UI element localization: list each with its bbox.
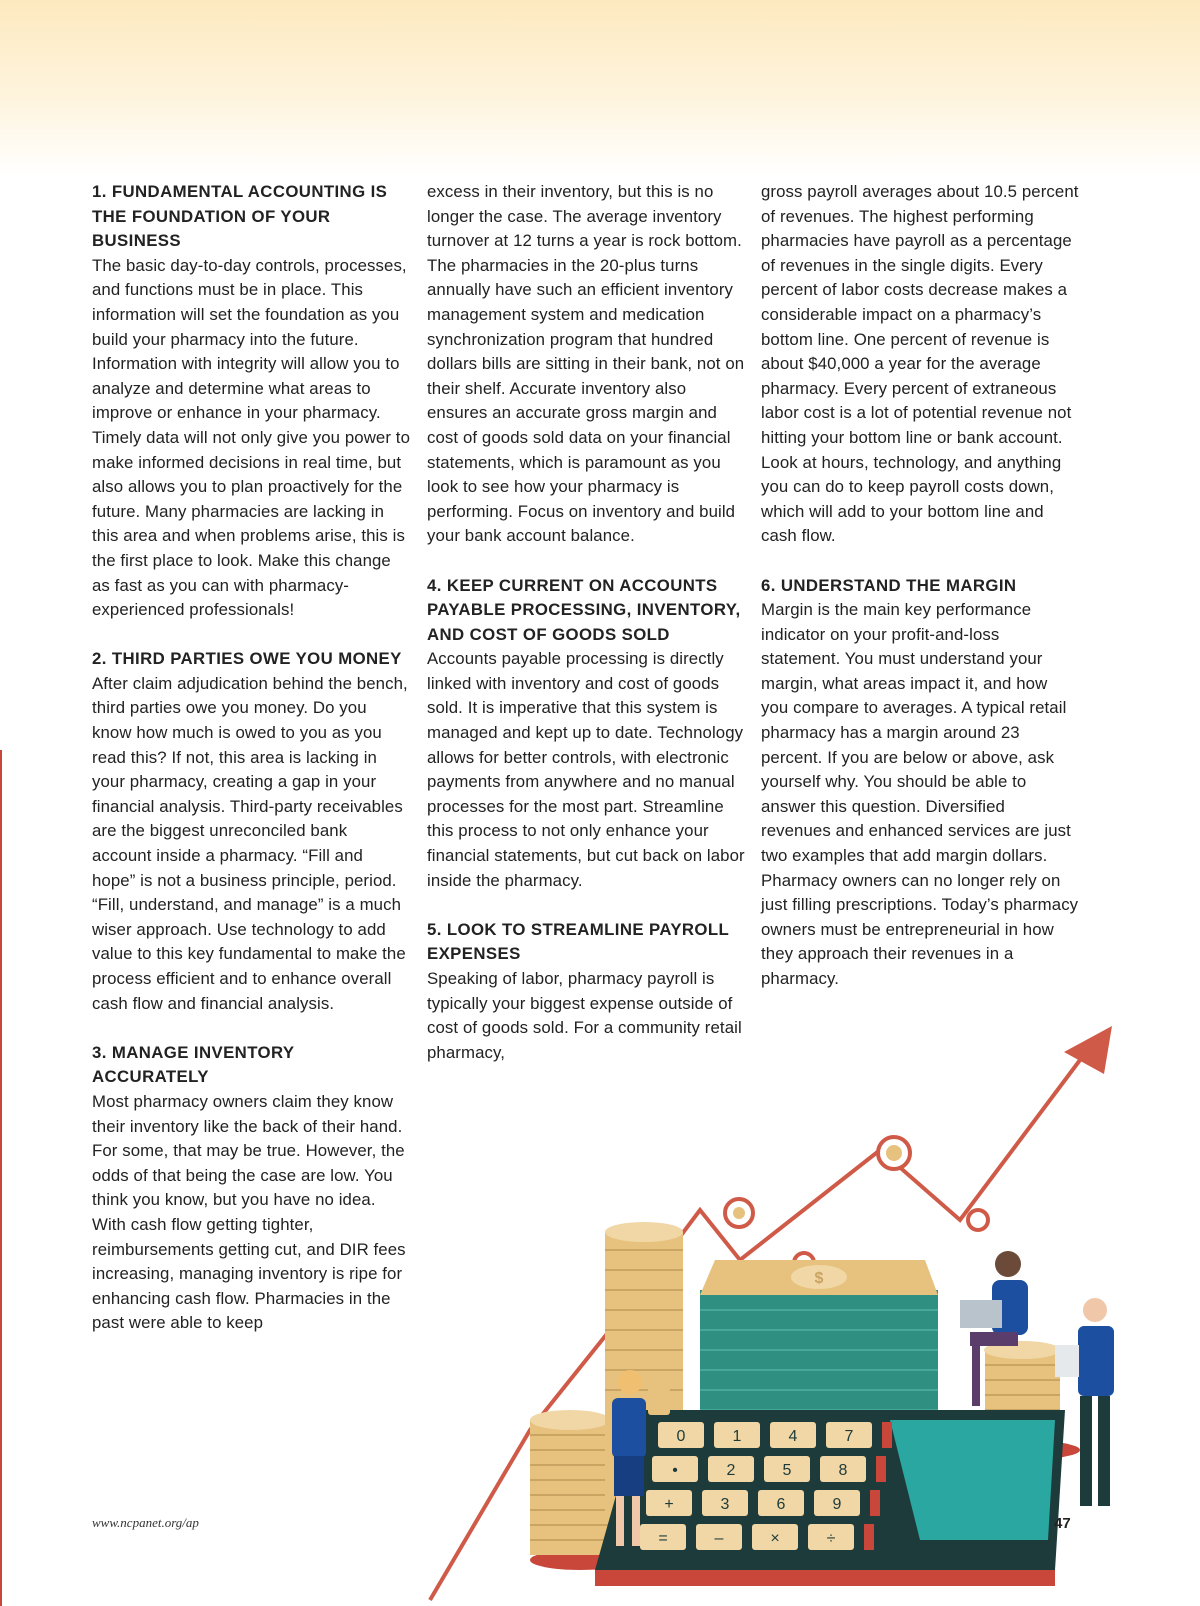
calculator-key-label: 3 <box>720 1496 730 1513</box>
section-5-body-continued: gross payroll averages about 10.5 percent of revenues. The highest performing pharmacies have payroll as a percentage of revenues in the single digits. Every percent of labor costs decrease makes a considerable impact on a pharmacy’s bottom line. One percent of revenue is about $40,000 a year for the average pharmacy. Every percent of extraneous labor cost is a lot of potential revenue not hitting your bottom line or bank account. Look at hours, technology, and anything you can do to keep payroll costs down, which will add to your bottom line and cash flow. <box>761 182 1079 546</box>
footer-url: www.ncpanet.org/ap <box>92 1515 199 1530</box>
calculator-key-label: 2 <box>726 1462 736 1479</box>
calculator-key-label: × <box>770 1530 780 1547</box>
left-edge-rule <box>0 750 2 1606</box>
calculator-accent-key <box>870 1490 880 1516</box>
section-3-heading: 3. MANAGE INVENTORY ACCURATELY <box>92 1042 295 1087</box>
column-2 <box>427 180 745 1065</box>
column-3 <box>761 180 1079 992</box>
section-4-body: Accounts payable processing is directly linked with inventory and cost of goods sold. It is imperative that this system is managed and kept up to date. Technology allows for better controls, with electronic payments from anywhere and no manual processes for the most part. Streamline this process to not only enhance your financial statements, but cut back on labor inside the pharmacy. <box>427 649 745 890</box>
calculator-icon <box>595 1410 1065 1586</box>
column-1 <box>92 180 410 1336</box>
calculator-key-label: 9 <box>832 1496 842 1513</box>
section-3-body-continued: excess in their inventory, but this is no longer the case. The average inventory turnover at 12 turns a year is rock bottom. The pharmacies in the 20-plus turns annually have such an efficient inventory management system and medication synchronization program that hundred dollars bills are sitting in their bank, not on their shelf. Accurate inventory also ensures an accurate gross margin and cost of goods sold data on your financial statements, which is paramount as you look to see how your pharmacy is performing. Focus on inventory and build your bank account balance. <box>427 182 745 546</box>
section-5-body: Speaking of labor, pharmacy payroll is typically your biggest expense outside of cost of goods sold. For a community retail pharmacy, <box>427 969 742 1062</box>
calculator-accent-key <box>864 1524 874 1550</box>
banknote-symbol: $ <box>814 1270 824 1287</box>
calculator-accent-key <box>876 1456 886 1482</box>
section-1-body: The basic day-to-day controls, processes, and functions must be in place. This information will set the foundation as you build your pharmacy into the future. Information with integrity will allow you to analyze and determine what areas to improve or enhance in your pharmacy. Timely data will not only give you power to make informed decisions in real time, but also allows you to plan proactively for the future. Many pharmacies are lacking in this area and when problems arise, this is the first place to look. Make this change as fast as you can with pharmacy-experienced professionals! <box>92 255 411 620</box>
section-1-heading: 1. FUNDAMENTAL ACCOUNTING IS THE FOUNDATION OF YOUR BUSINESS <box>92 182 388 251</box>
calculator-key-label: 6 <box>776 1496 786 1513</box>
section-3-body: Most pharmacy owners claim they know their inventory like the back of their hand. For some, that may be true. However, the odds of that being the case are low. You think you know, but you have no idea. With cash flow getting tighter, reimbursements getting cut, and DIR fees increasing, managing inventory is ripe for enhancing cash flow. Pharmacies in the past were able to keep <box>92 1091 406 1333</box>
calculator-key-label: 5 <box>782 1462 792 1479</box>
calculator-key-label: 0 <box>676 1428 686 1445</box>
calculator-key-label: 4 <box>788 1428 798 1445</box>
calculator-key-label: ÷ <box>826 1530 836 1547</box>
finance-illustration <box>400 1010 1160 1606</box>
calculator-key-label: 7 <box>844 1428 854 1445</box>
calculator-key-label: – <box>714 1530 724 1547</box>
section-6-body: Margin is the main key performance indicator on your profit-and-loss statement. You must understand your margin, what areas impact it, and how you compare to averages. A typical retail pharmacy has a margin around 23 percent. If you are below or above, ask yourself why. You should be able to answer this question. Diversified revenues and enhanced services are just two examples that add margin dollars. Pharmacy owners can no longer rely on just filling prescriptions. Today’s pharmacy owners must be entrepreneurial in how they approach their revenues in a pharmacy. <box>761 600 1079 988</box>
section-2-body: After claim adjudication behind the bench, third parties owe you money. Do you know how much is owed to you as you read this? If not, this area is lacking in your pharmacy, creating a gap in your financial analysis. Third-party receivables are the biggest unreconciled bank account inside a pharmacy. “Fill and hope” is not a business principle, period. “Fill, understand, and manage” is a much wiser approach. Use technology to add value to this key fundamental to make the process efficient and to enhance overall cash flow and financial analysis. <box>92 673 408 1013</box>
calculator-key-label: + <box>664 1496 674 1513</box>
section-4-heading: 4. KEEP CURRENT ON ACCOUNTS PAYABLE PROCESSING, INVENTORY, AND COST OF GOODS SOLD <box>427 575 741 644</box>
top-gradient-band <box>0 0 1200 175</box>
page-number: 47 <box>1054 1515 1071 1532</box>
man-with-clipboard-icon <box>1055 1298 1114 1506</box>
calculator-key-label: = <box>658 1530 668 1547</box>
calculator-key-label: 8 <box>838 1462 848 1479</box>
section-2-heading: 2. THIRD PARTIES OWE YOU MONEY <box>92 649 402 669</box>
calculator-key-label: 1 <box>732 1428 742 1445</box>
calculator-key-label: • <box>672 1462 678 1479</box>
calculator-accent-key <box>882 1422 892 1448</box>
section-6-heading: 6. UNDERSTAND THE MARGIN <box>761 575 1017 595</box>
section-5-heading: 5. LOOK TO STREAMLINE PAYROLL EXPENSES <box>427 919 729 964</box>
